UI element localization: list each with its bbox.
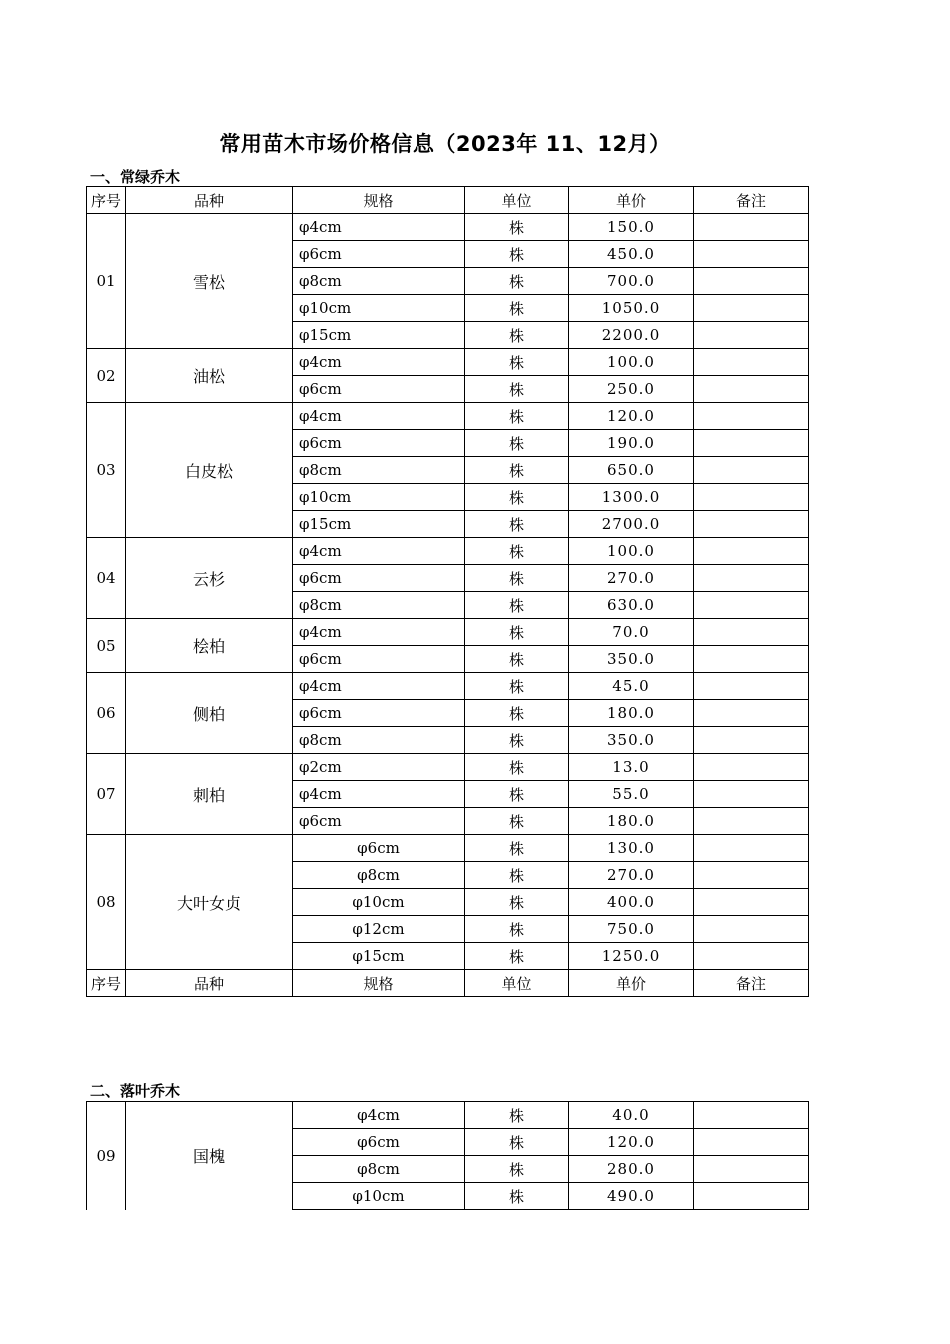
note-cell: [694, 862, 809, 889]
unit-cell: 株: [465, 673, 569, 700]
unit-cell: 株: [465, 268, 569, 295]
spec-cell: φ8cm: [293, 862, 465, 889]
unit-cell: 株: [465, 322, 569, 349]
header-unit: 单位: [465, 970, 569, 997]
price-cell: 2200.0: [569, 322, 694, 349]
note-cell: [694, 700, 809, 727]
price-cell: 350.0: [569, 727, 694, 754]
unit-cell: 株: [465, 754, 569, 781]
unit-cell: 株: [465, 241, 569, 268]
unit-cell: 株: [465, 214, 569, 241]
price-cell: 270.0: [569, 862, 694, 889]
unit-cell: 株: [465, 808, 569, 835]
price-cell: 180.0: [569, 808, 694, 835]
variety-cell: 国槐: [126, 1102, 293, 1210]
table-row: [87, 1102, 809, 1129]
note-cell: [694, 781, 809, 808]
unit-cell: 株: [465, 619, 569, 646]
unit-cell: 株: [465, 1129, 569, 1156]
price-cell: 1250.0: [569, 943, 694, 970]
unit-cell: 株: [465, 1183, 569, 1210]
seq-cell: 02: [87, 349, 126, 403]
spec-cell: φ8cm: [293, 727, 465, 754]
unit-cell: 株: [465, 943, 569, 970]
note-cell: [694, 403, 809, 430]
table-row: [87, 835, 809, 862]
price-cell: 120.0: [569, 1129, 694, 1156]
spec-cell: φ6cm: [293, 1129, 465, 1156]
note-cell: [694, 565, 809, 592]
header-variety: 品种: [126, 970, 293, 997]
header-variety: 品种: [126, 187, 293, 214]
unit-cell: 株: [465, 457, 569, 484]
price-cell: 630.0: [569, 592, 694, 619]
price-cell: 450.0: [569, 241, 694, 268]
price-cell: 400.0: [569, 889, 694, 916]
unit-cell: 株: [465, 727, 569, 754]
spec-cell: φ4cm: [293, 781, 465, 808]
price-cell: 250.0: [569, 376, 694, 403]
header-note: 备注: [694, 970, 809, 997]
spec-cell: φ15cm: [293, 511, 465, 538]
unit-cell: 株: [465, 403, 569, 430]
seq-cell: 07: [87, 754, 126, 835]
seq-cell: 06: [87, 673, 126, 754]
spec-cell: φ10cm: [293, 1183, 465, 1210]
spec-cell: φ6cm: [293, 241, 465, 268]
note-cell: [694, 1129, 809, 1156]
spec-cell: φ10cm: [293, 484, 465, 511]
unit-cell: 株: [465, 889, 569, 916]
note-cell: [694, 889, 809, 916]
note-cell: [694, 241, 809, 268]
spec-cell: φ6cm: [293, 376, 465, 403]
price-cell: 130.0: [569, 835, 694, 862]
spec-cell: φ2cm: [293, 754, 465, 781]
spec-cell: φ8cm: [293, 592, 465, 619]
table-row: [87, 538, 809, 565]
spec-cell: φ6cm: [293, 565, 465, 592]
spec-cell: φ4cm: [293, 619, 465, 646]
spec-cell: φ15cm: [293, 943, 465, 970]
variety-cell: 侧柏: [126, 673, 293, 754]
spec-cell: φ8cm: [293, 1156, 465, 1183]
table-header-row: [87, 970, 809, 997]
note-cell: [694, 376, 809, 403]
deciduous-price-table: [86, 1101, 809, 1210]
spec-cell: φ4cm: [293, 1102, 465, 1129]
seq-cell: 01: [87, 214, 126, 349]
price-cell: 1050.0: [569, 295, 694, 322]
seq-cell: 03: [87, 403, 126, 538]
variety-cell: 油松: [126, 349, 293, 403]
unit-cell: 株: [465, 835, 569, 862]
note-cell: [694, 754, 809, 781]
spec-cell: φ4cm: [293, 403, 465, 430]
note-cell: [694, 808, 809, 835]
unit-cell: 株: [465, 349, 569, 376]
unit-cell: 株: [465, 700, 569, 727]
spec-cell: φ4cm: [293, 349, 465, 376]
header-spec: 规格: [293, 970, 465, 997]
header-unit: 单位: [465, 187, 569, 214]
note-cell: [694, 457, 809, 484]
variety-cell: 刺柏: [126, 754, 293, 835]
note-cell: [694, 214, 809, 241]
table-row: [87, 619, 809, 646]
variety-cell: 云杉: [126, 538, 293, 619]
spec-cell: φ10cm: [293, 889, 465, 916]
evergreen-price-table: [86, 186, 809, 997]
note-cell: [694, 484, 809, 511]
price-cell: 100.0: [569, 538, 694, 565]
note-cell: [694, 322, 809, 349]
note-cell: [694, 619, 809, 646]
price-cell: 40.0: [569, 1102, 694, 1129]
price-cell: 280.0: [569, 1156, 694, 1183]
table-row: [87, 673, 809, 700]
unit-cell: 株: [465, 295, 569, 322]
spec-cell: φ4cm: [293, 673, 465, 700]
table-row: [87, 349, 809, 376]
price-cell: 350.0: [569, 646, 694, 673]
unit-cell: 株: [465, 1102, 569, 1129]
note-cell: [694, 1102, 809, 1129]
variety-cell: 大叶女贞: [126, 835, 293, 970]
unit-cell: 株: [465, 511, 569, 538]
price-cell: 700.0: [569, 268, 694, 295]
header-price: 单价: [569, 187, 694, 214]
unit-cell: 株: [465, 376, 569, 403]
unit-cell: 株: [465, 538, 569, 565]
header-note: 备注: [694, 187, 809, 214]
price-cell: 120.0: [569, 403, 694, 430]
spec-cell: φ4cm: [293, 214, 465, 241]
price-cell: 750.0: [569, 916, 694, 943]
note-cell: [694, 430, 809, 457]
note-cell: [694, 268, 809, 295]
spec-cell: φ6cm: [293, 430, 465, 457]
spec-cell: φ8cm: [293, 457, 465, 484]
header-seq: 序号: [87, 970, 126, 997]
header-price: 单价: [569, 970, 694, 997]
spec-cell: φ4cm: [293, 538, 465, 565]
note-cell: [694, 1183, 809, 1210]
price-cell: 1300.0: [569, 484, 694, 511]
note-cell: [694, 349, 809, 376]
unit-cell: 株: [465, 430, 569, 457]
note-cell: [694, 511, 809, 538]
price-cell: 70.0: [569, 619, 694, 646]
variety-cell: 桧柏: [126, 619, 293, 673]
price-cell: 190.0: [569, 430, 694, 457]
seq-cell: 05: [87, 619, 126, 673]
price-cell: 270.0: [569, 565, 694, 592]
header-spec: 规格: [293, 187, 465, 214]
seq-cell: 04: [87, 538, 126, 619]
note-cell: [694, 295, 809, 322]
unit-cell: 株: [465, 781, 569, 808]
note-cell: [694, 727, 809, 754]
spec-cell: φ6cm: [293, 700, 465, 727]
page-title: 常用苗木市场价格信息（2023年 11、12月）: [219, 132, 671, 156]
price-cell: 2700.0: [569, 511, 694, 538]
unit-cell: 株: [465, 565, 569, 592]
unit-cell: 株: [465, 592, 569, 619]
unit-cell: 株: [465, 1156, 569, 1183]
seq-cell: 09: [87, 1102, 126, 1210]
price-cell: 55.0: [569, 781, 694, 808]
table-row: [87, 754, 809, 781]
table-row: [87, 214, 809, 241]
unit-cell: 株: [465, 862, 569, 889]
spec-cell: φ6cm: [293, 808, 465, 835]
unit-cell: 株: [465, 484, 569, 511]
section-heading-deciduous: 二、落叶乔木: [90, 1082, 181, 1100]
variety-cell: 雪松: [126, 214, 293, 349]
note-cell: [694, 916, 809, 943]
note-cell: [694, 538, 809, 565]
seq-cell: 08: [87, 835, 126, 970]
table-row: [87, 403, 809, 430]
spec-cell: φ8cm: [293, 268, 465, 295]
section-heading-evergreen: 一、常绿乔木: [90, 168, 181, 186]
table-header-row: [87, 187, 809, 214]
price-cell: 13.0: [569, 754, 694, 781]
spec-cell: φ6cm: [293, 646, 465, 673]
price-cell: 490.0: [569, 1183, 694, 1210]
variety-cell: 白皮松: [126, 403, 293, 538]
price-cell: 180.0: [569, 700, 694, 727]
price-cell: 150.0: [569, 214, 694, 241]
note-cell: [694, 835, 809, 862]
price-cell: 100.0: [569, 349, 694, 376]
spec-cell: φ6cm: [293, 835, 465, 862]
spec-cell: φ10cm: [293, 295, 465, 322]
spec-cell: φ15cm: [293, 322, 465, 349]
note-cell: [694, 592, 809, 619]
note-cell: [694, 646, 809, 673]
note-cell: [694, 943, 809, 970]
header-seq: 序号: [87, 187, 126, 214]
price-cell: 45.0: [569, 673, 694, 700]
unit-cell: 株: [465, 916, 569, 943]
unit-cell: 株: [465, 646, 569, 673]
price-cell: 650.0: [569, 457, 694, 484]
spec-cell: φ12cm: [293, 916, 465, 943]
note-cell: [694, 1156, 809, 1183]
note-cell: [694, 673, 809, 700]
